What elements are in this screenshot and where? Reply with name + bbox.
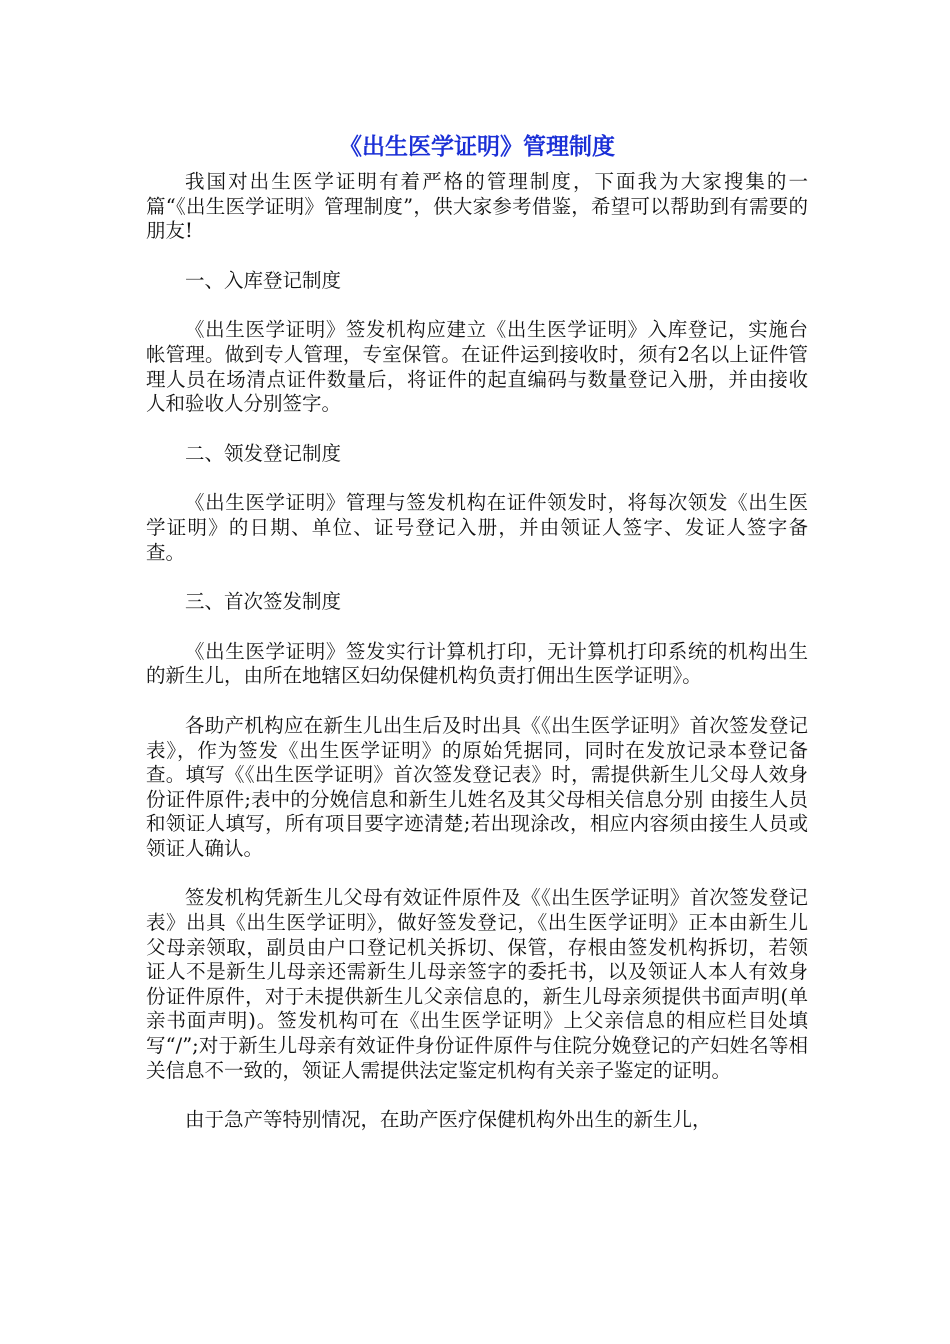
section-body-first-issuance-2: 各助产机构应在新生儿出生后及时出具《《出生医学证明》首次签发登记表》，作为签发《出生医学证明》的原始凭据同，同时在发放记录本登记备查。填写《《出生医学证明》首次签发登记表》时，需提供新生儿父母人效身份证件原件;表中的分娩信息和新生儿姓名及其父母相关信息分别 由接生人员和领证人填写，所有项目要字迹清楚;若出现涂改，相应内容须由接生人员或领证人确认。 [146,713,808,860]
section-body-issuance-registration: 《出生医学证明》管理与签发机构在证件领发时，将每次领发《出生医学证明》的日期、单位、证号登记入册，并由领证人签字、发证人签字备查。 [146,491,808,564]
section-body-first-issuance-3: 签发机构凭新生儿父母有效证件原件及《《出生医学证明》首次签发登记表》出具《出生医学证明》，做好签发登记，《出生医学证明》正本由新生儿父母亲领取，副员由户口登记机关拆切、保管，存根由签发机构拆切，若领证人不是新生儿母亲还需新生儿母亲签字的委托书，以及领证人本人有效身份证件原件，对于未提供新生儿父亲信息的，新生儿母亲须提供书面声明(单亲书面声明)。签发机构可在《出生医学证明》上父亲信息的相应栏目处填写“/”;对于新生儿母亲有效证件身份证件原件与住院分娩登记的产妇姓名等相关信息不一致的，领证人需提供法定鉴定机构有关亲子鉴定的证明。 [146,886,808,1082]
section-heading-issuance-registration: 二、领发登记制度 [185,441,342,465]
document-title: 《出生医学证明》管理制度 [339,134,615,160]
section-body-first-issuance-1: 《出生医学证明》签发实行计算机打印，无计算机打印系统的机构出生的新生儿，由所在地辖区妇幼保健机构负责打佣出生医学证明》。 [146,639,808,688]
section-body-storage-registration: 《出生医学证明》签发机构应建立《出生医学证明》入库登记，实施台帐管理。做到专人管理，专室保管。在证件运到接收时，须有2名以上证件管理人员在场清点证件数量后，将证件的起直编码与数量登记入册，并由接收人和验收人分别签字。 [146,318,808,416]
section-heading-first-issuance: 三、首次签发制度 [185,590,342,614]
section-heading-storage-registration: 一、入库登记制度 [185,268,342,292]
section-body-first-issuance-4: 由于急产等特别情况，在助产医疗保健机构外出生的新生儿， [185,1108,712,1132]
intro-paragraph: 我国对出生医学证明有着严格的管理制度，下面我为大家搜集的一篇“《出生医学证明》管理制度”，供大家参考借鉴，希望可以帮助到有需要的朋友! [146,170,808,243]
document-page [146,130,808,1158]
